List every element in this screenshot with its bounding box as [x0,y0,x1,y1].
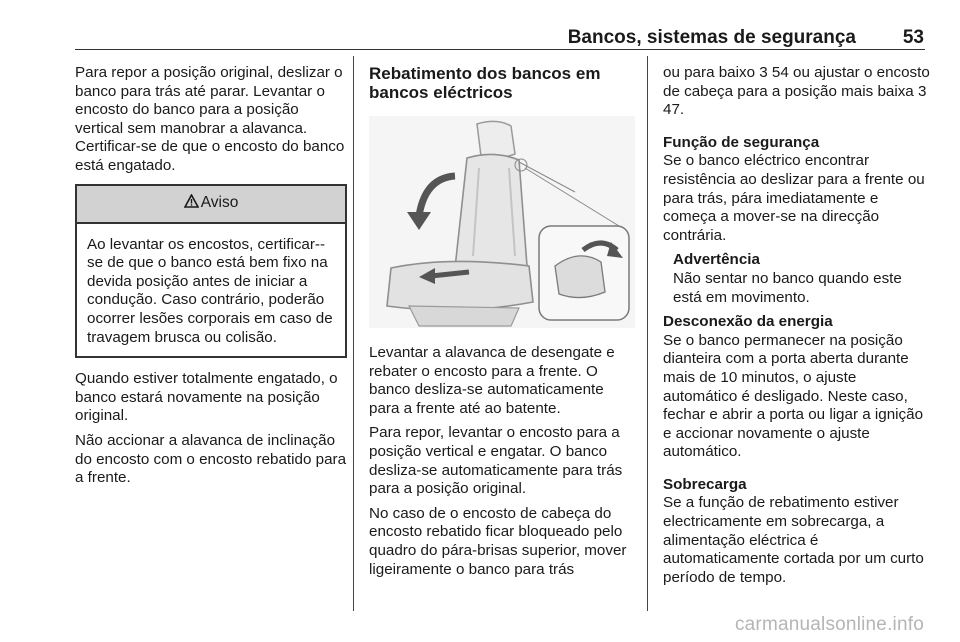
caution-text: Não sentar no banco quando este está em movimento. [673,269,902,306]
intro-paragraph: Para repor a posição original, deslizar o banco para trás até parar. Levantar o encosto do banco para a posição vertical sem manobrar a alavanca. Certificar-se de que o encosto do banco está engatado. [75,64,345,174]
warning-header [77,186,345,224]
column-divider-1 [353,56,354,611]
page-number: 53 [902,27,924,48]
warning-title: Aviso [200,194,239,212]
caution-note [663,251,933,307]
column-divider-2 [647,56,648,611]
paragraph: Se o banco eléctrico encontrar resistência ao deslizar para a frente ou para trás, pára imediatamente e começa a mover-se na direcção contrária. [663,152,925,244]
seat-folding-illustration [369,116,635,328]
paragraph: ou para baixo 3 54 ou ajustar o encosto de cabeça para a posição mais baixa 3 47. [663,64,930,119]
paragraph: Quando estiver totalmente engatado, o banco estará novamente na posição original. [75,370,338,425]
column-2 [369,64,636,585]
paragraph: No caso de o encosto de cabeça do encosto rebatido ficar bloqueado pelo quadro do pára-brisas superior, mover ligeiramente o banco para trás [369,504,627,578]
paragraph: Se o banco permanecer na posição dianteira com a porta aberta durante mais de 10 minutos, o ajuste automático é desligado. Neste caso, fechar e abrir a porta ou ligar a ignição e accionar novamente o ajuste automático. [663,331,924,461]
column-1 [75,64,347,494]
paragraph: Levantar a alavanca de desengate e rebater o encosto para a frente. O banco desliza-se automaticamente para a frente até ao batente. [369,344,615,417]
column-3 [663,64,933,593]
watermark: carmanualsonline.info [734,614,924,635]
section-heading: Rebatimento dos bancos em bancos eléctricos [369,64,601,102]
paragraph: Não accionar a alavanca de inclinação do encosto com o encosto rebatido para a frente. [75,431,347,487]
warning-box [75,184,347,359]
caution-heading: Advertência [673,251,760,269]
subheading-overload: Sobrecarga [663,475,747,493]
warning-triangle-icon [184,194,199,214]
subheading-safety: Função de segurança [663,133,820,151]
paragraph: Se a função de rebatimento estiver electricamente em sobrecarga, a alimentação eléctrica é automaticamente cortada por um curto período de tempo. [663,494,924,586]
page-title: Bancos, sistemas de segurança [567,27,856,48]
page-header [0,0,960,50]
paragraph: Para repor, levantar o encosto para a posição vertical e engatar. O banco desliza-se automaticamente para trás para a posição original. [369,424,623,498]
header-divider [75,49,925,50]
subheading-power: Desconexão da energia [663,313,833,331]
warning-text: Ao levantar os encostos, certificar--se de que o banco está bem fixo na devida posição antes de iniciar a condução. Caso contrário, poderão ocorrer lesões corporais em caso de travagem brusca ou colisão. [87,235,333,346]
